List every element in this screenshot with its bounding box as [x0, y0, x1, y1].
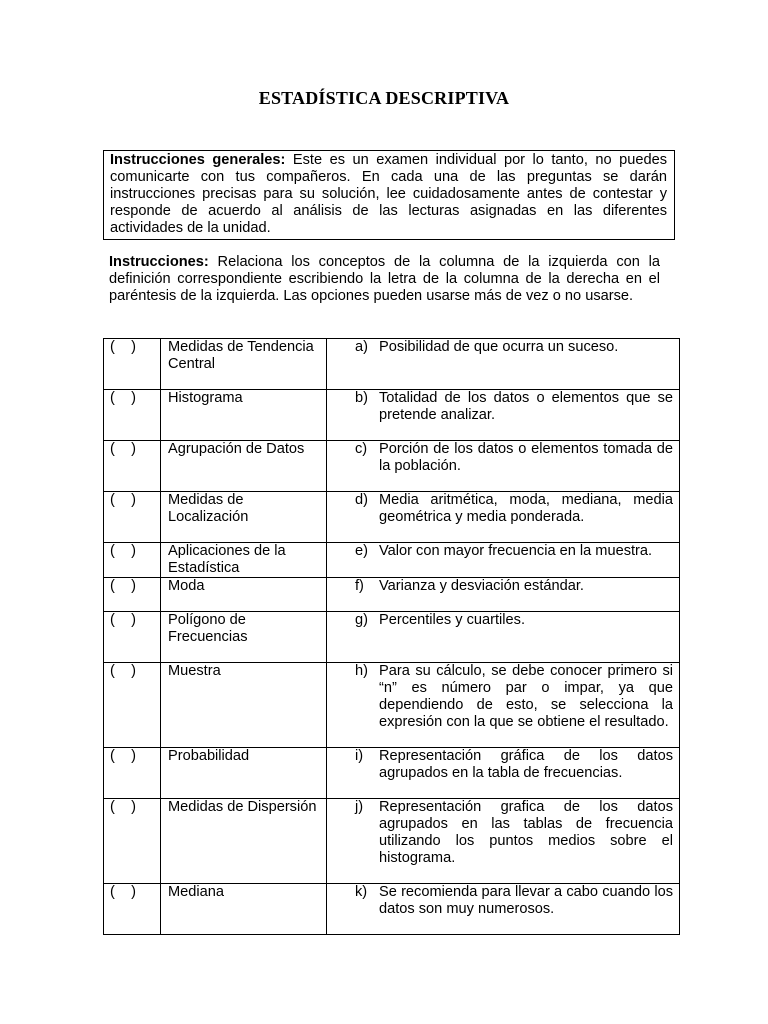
definition-text: Posibilidad de que ocurra un suceso.	[379, 339, 619, 355]
table-row	[104, 799, 680, 884]
definition-letter: b)	[355, 390, 368, 406]
definition-letter: g)	[355, 612, 368, 628]
concept-cell: Histograma	[161, 390, 327, 441]
concept-cell: Medidas de Localización	[161, 492, 327, 543]
answer-blank[interactable]: ( )	[104, 339, 161, 390]
concept-cell: Muestra	[161, 663, 327, 748]
answer-blank[interactable]: ( )	[104, 799, 161, 884]
table-row	[104, 390, 680, 441]
concept-cell: Agrupación de Datos	[161, 441, 327, 492]
matching-table	[103, 338, 680, 935]
instructions-paragraph	[109, 254, 660, 305]
definition-text: Se recomienda para llevar a cabo cuando los datos son muy numerosos.	[379, 884, 673, 917]
definition-cell	[327, 612, 680, 663]
general-instructions-box	[103, 150, 675, 240]
table-row	[104, 492, 680, 543]
answer-blank[interactable]: ( )	[104, 884, 161, 935]
definition-text: Valor con mayor frecuencia en la muestra.	[379, 543, 653, 559]
definition-letter: j)	[355, 799, 364, 815]
definition-letter: h)	[355, 663, 368, 679]
general-instructions-text: Este es un examen individual por lo tanto, no puedes comunicarte con tus compañeros. En cada una de las preguntas se darán instrucciones precisas para su solución, lee cuidadosamente antes de contestar y responde de acuerdo al análisis de las lecturas asignadas en las diferentes actividades de la unidad.	[110, 152, 667, 236]
definition-text: Representación grafica de los datos agrupados en las tablas de frecuencia utilizando los puntos medios sobre el histograma.	[379, 799, 673, 866]
definition-letter: d)	[355, 492, 368, 508]
definition-letter: k)	[355, 884, 368, 900]
answer-blank[interactable]: ( )	[104, 492, 161, 543]
definition-text: Varianza y desviación estándar.	[379, 578, 584, 594]
definition-letter: i)	[355, 748, 364, 764]
table-row	[104, 663, 680, 748]
concept-cell: Medidas de Dispersión	[161, 799, 327, 884]
concept-cell: Polígono de Frecuencias	[161, 612, 327, 663]
definition-text: Totalidad de los datos o elementos que se pretende analizar.	[379, 390, 673, 423]
table-row	[104, 884, 680, 935]
table-row	[104, 339, 680, 390]
definition-cell	[327, 390, 680, 441]
instructions-text: Relaciona los conceptos de la columna de la izquierda con la definición correspondiente escribiendo la letra de la columna de la derecha en el paréntesis de la izquierda. Las opciones pueden usarse más de vez o no usarse.	[109, 254, 660, 304]
definition-cell	[327, 492, 680, 543]
definition-letter: e)	[355, 543, 368, 559]
answer-blank[interactable]: ( )	[104, 543, 161, 578]
table-row	[104, 612, 680, 663]
definition-letter: f)	[355, 578, 364, 594]
answer-blank[interactable]: ( )	[104, 748, 161, 799]
table-row	[104, 441, 680, 492]
table-row	[104, 543, 680, 578]
definition-cell	[327, 441, 680, 492]
answer-blank[interactable]: ( )	[104, 663, 161, 748]
definition-text: Percentiles y cuartiles.	[379, 612, 525, 628]
definition-text: Porción de los datos o elementos tomada de la población.	[379, 441, 673, 474]
concept-cell: Mediana	[161, 884, 327, 935]
concept-cell: Medidas de Tendencia Central	[161, 339, 327, 390]
concept-cell: Moda	[161, 578, 327, 612]
definition-cell	[327, 339, 680, 390]
instructions-label: Instrucciones:	[109, 254, 209, 270]
table-row	[104, 748, 680, 799]
answer-blank[interactable]: ( )	[104, 578, 161, 612]
definition-cell	[327, 578, 680, 612]
definition-text: Representación gráfica de los datos agrupados en la tabla de frecuencias.	[379, 748, 673, 781]
concept-cell: Probabilidad	[161, 748, 327, 799]
concept-cell: Aplicaciones de la Estadística	[161, 543, 327, 578]
document-title: ESTADÍSTICA DESCRIPTIVA	[258, 88, 510, 108]
definition-letter: a)	[355, 339, 368, 355]
definition-cell	[327, 884, 680, 935]
answer-blank[interactable]: ( )	[104, 390, 161, 441]
definition-cell	[327, 799, 680, 884]
definition-cell	[327, 748, 680, 799]
answer-blank[interactable]: ( )	[104, 441, 161, 492]
definition-letter: c)	[355, 441, 368, 457]
definition-text: Media aritmética, moda, mediana, media geométrica y media ponderada.	[379, 492, 673, 525]
definition-cell	[327, 543, 680, 578]
definition-cell	[327, 663, 680, 748]
answer-blank[interactable]: ( )	[104, 612, 161, 663]
definition-text: Para su cálculo, se debe conocer primero si “n” es número par o impar, ya que dependiendo de esto, se selecciona la expresión con la que se obtiene el resultado.	[379, 663, 673, 730]
general-instructions-label: Instrucciones generales:	[110, 152, 286, 168]
table-row	[104, 578, 680, 612]
